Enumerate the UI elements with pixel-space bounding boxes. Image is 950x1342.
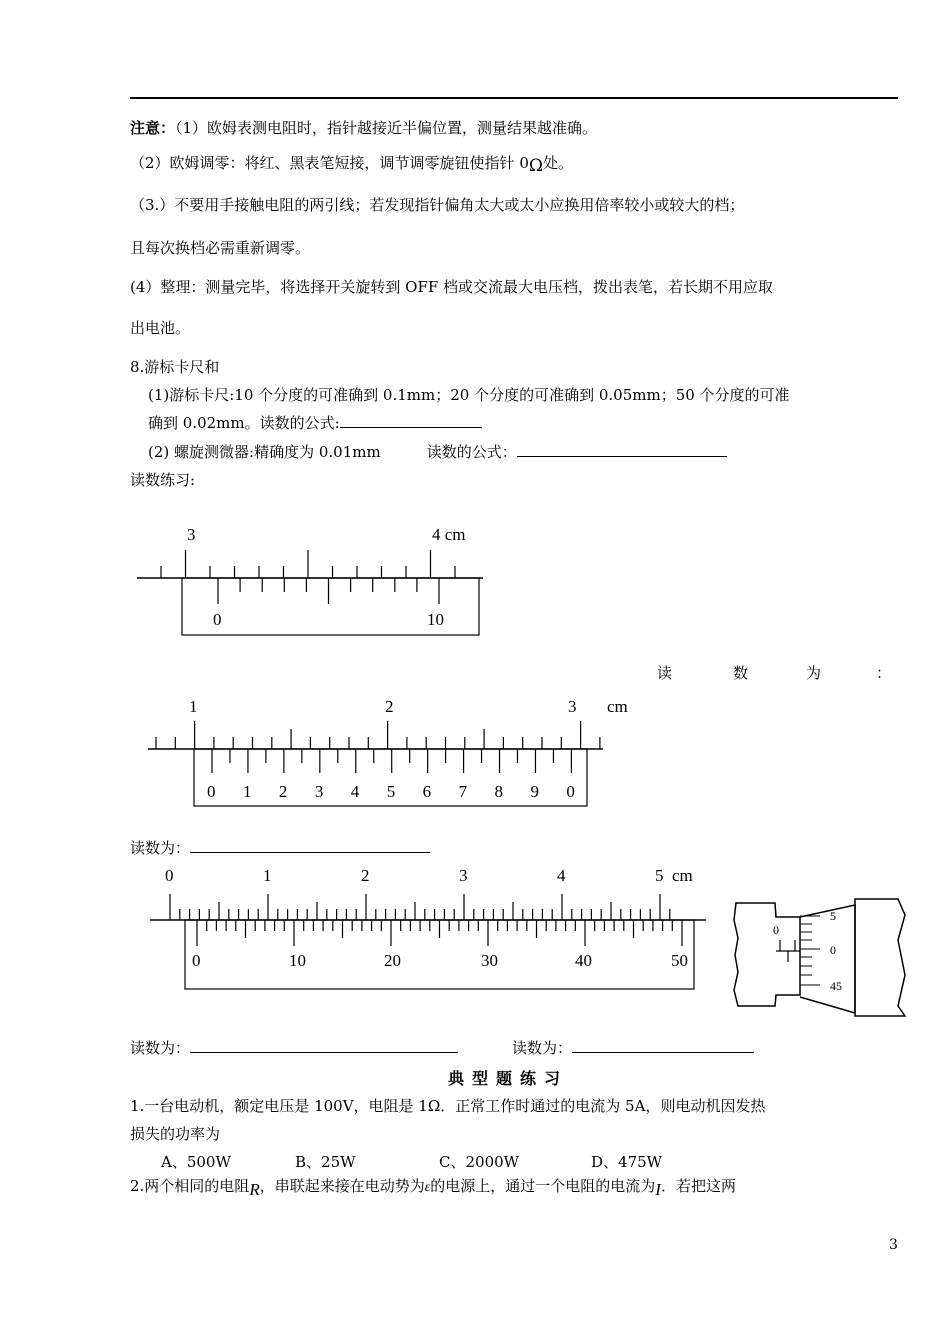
caliper3-main-label: 4 bbox=[557, 866, 566, 885]
note-1 bbox=[130, 118, 597, 138]
answer-1-char: 为 bbox=[806, 664, 822, 682]
answer-2-label: 读数为： bbox=[130, 839, 191, 857]
note-3-line2: 且每次换档必需重新调零。 bbox=[130, 239, 311, 257]
caliper3-main-label: 0 bbox=[165, 866, 174, 885]
question-1-option[interactable]: A、500W bbox=[161, 1153, 231, 1171]
answer-3-label: 读数为： bbox=[130, 1039, 191, 1057]
caliper3-main-label: 3 bbox=[459, 866, 468, 885]
answer-3 bbox=[130, 1038, 458, 1058]
section-8-title: 8.游标卡尺和 bbox=[130, 358, 220, 376]
answer-1-char: 数 bbox=[733, 664, 749, 682]
resistance-symbol: R bbox=[249, 1180, 260, 1199]
caliper2-vernier-label: 4 bbox=[350, 782, 360, 801]
micrometer-thimble-label: 45 bbox=[830, 979, 842, 993]
note-label: 注意： bbox=[130, 119, 176, 137]
omega-symbol: Ω bbox=[528, 156, 543, 176]
answer-4 bbox=[512, 1038, 754, 1058]
answer-4-label: 读数为： bbox=[512, 1039, 573, 1057]
note-3-line1: （3.）不要用手接触电阻的两引线；若发现指针偏角太大或太小应换用倍率较小或较大的档； bbox=[130, 196, 745, 214]
emf-symbol: ε bbox=[424, 1180, 431, 1195]
note-2 bbox=[130, 153, 573, 176]
caliper2-main-label: 1 bbox=[189, 697, 198, 716]
caliper2-vernier-label: 0 bbox=[207, 782, 216, 801]
question-2-text: 的电源上，通过一个电阻的电流为 bbox=[430, 1177, 656, 1195]
page-number: 3 bbox=[889, 1237, 898, 1253]
caliper2-vernier-label: 0 bbox=[566, 782, 575, 801]
question-1-line2: 损失的功率为 bbox=[130, 1125, 221, 1143]
caliper3-vernier-label: 40 bbox=[575, 951, 592, 970]
answer-2-blank[interactable] bbox=[190, 838, 430, 853]
caliper3-vernier-label: 30 bbox=[481, 951, 498, 970]
caliper2-main-label: 2 bbox=[385, 697, 394, 716]
section-8-p1-line1: (1)游标卡尺:10 个分度的可准确到 0.1mm；20 个分度的可准确到 0.05mm；50 个分度的可准 bbox=[148, 386, 790, 404]
caliper1-main-label: 3 bbox=[187, 525, 196, 544]
caliper2-unit-label: cm bbox=[607, 697, 628, 716]
answer-1-char: ： bbox=[876, 664, 892, 682]
formula-label-2: 读数的公式： bbox=[426, 443, 517, 461]
formula-blank-1[interactable] bbox=[340, 413, 482, 428]
note-2-end: 处。 bbox=[542, 154, 573, 172]
caliper1-main-label: 4 cm bbox=[432, 525, 466, 544]
caliper2-vernier-label: 7 bbox=[458, 782, 468, 801]
note-1-text: （1）欧姆表测电阻时，指针越接近半偏位置，测量结果越准确。 bbox=[175, 119, 598, 137]
question-1-line1: 1.一台电动机，额定电压是 100V，电阻是 1Ω．正常工作时通过的电流为 5A，则电动机因发热 bbox=[130, 1097, 766, 1115]
caliper3-main-label: 1 bbox=[263, 866, 272, 885]
reading-practice-label: 读数练习: bbox=[130, 471, 196, 489]
header-rule bbox=[130, 97, 898, 99]
practice-heading: 典型题练习 bbox=[448, 1069, 569, 1088]
caliper2-vernier-label: 9 bbox=[530, 782, 539, 801]
caliper2-vernier-label: 3 bbox=[314, 782, 324, 801]
note-2-text: （2）欧姆调零：将红、黑表笔短接，调节调零旋钮使指针 0 bbox=[130, 154, 529, 172]
note-4-line1: (4）整理：测量完毕，将选择开关旋转到 OFF 档或交流最大电压档，拨出表笔，若长期不用应取 bbox=[130, 278, 774, 296]
caliper3-vernier-label: 0 bbox=[192, 951, 201, 970]
question-1-option[interactable]: C、2000W bbox=[439, 1153, 520, 1171]
question-1-option[interactable]: B、25W bbox=[295, 1153, 356, 1171]
micrometer-precision: (2) 螺旋测微器:精确度为 0.01mm bbox=[148, 443, 381, 461]
section-8-p2 bbox=[148, 442, 727, 462]
answer-4-blank[interactable] bbox=[572, 1038, 754, 1053]
caliper2-vernier-label: 1 bbox=[242, 782, 252, 801]
caliper3-vernier-label: 50 bbox=[671, 951, 688, 970]
caliper3-main-label: 2 bbox=[361, 866, 370, 885]
caliper3-vernier-label: 20 bbox=[384, 951, 401, 970]
caliper3-main-label: 5 bbox=[655, 866, 664, 885]
question-2-text: ，串联起来接在电动势为 bbox=[259, 1177, 425, 1195]
micrometer-thimble-label: 5 bbox=[830, 909, 836, 923]
answer-1-char: 读 bbox=[657, 664, 673, 682]
formula-blank-2[interactable] bbox=[517, 442, 727, 457]
caliper2-vernier-label: 2 bbox=[278, 782, 288, 801]
caliper2-vernier-label: 6 bbox=[422, 782, 432, 801]
micrometer-sleeve-label: 0 bbox=[773, 923, 779, 937]
formula-label-1: 确到 0.02mm。读数的公式: bbox=[148, 414, 340, 432]
question-2 bbox=[130, 1176, 736, 1198]
section-8-p1-line2 bbox=[148, 413, 482, 433]
answer-2 bbox=[130, 838, 430, 858]
caliper1-vernier-label: 10 bbox=[427, 610, 444, 629]
question-2-text: ．若把这两 bbox=[660, 1177, 736, 1195]
current-symbol: I bbox=[655, 1180, 661, 1199]
answer-3-blank[interactable] bbox=[190, 1038, 458, 1053]
caliper2-main-label: 3 bbox=[568, 697, 577, 716]
question-1-option[interactable]: D、475W bbox=[591, 1153, 663, 1171]
caliper3-unit-label: cm bbox=[672, 866, 693, 885]
question-2-text: 2.两个相同的电阻 bbox=[130, 1177, 250, 1195]
micrometer-thimble-label: 0 bbox=[830, 943, 836, 957]
caliper3-vernier-label: 10 bbox=[289, 951, 306, 970]
note-4-line2: 出电池。 bbox=[130, 319, 191, 337]
caliper2-vernier-label: 5 bbox=[386, 782, 396, 801]
caliper2-vernier-label: 8 bbox=[494, 782, 504, 801]
caliper1-vernier-label: 0 bbox=[213, 610, 222, 629]
